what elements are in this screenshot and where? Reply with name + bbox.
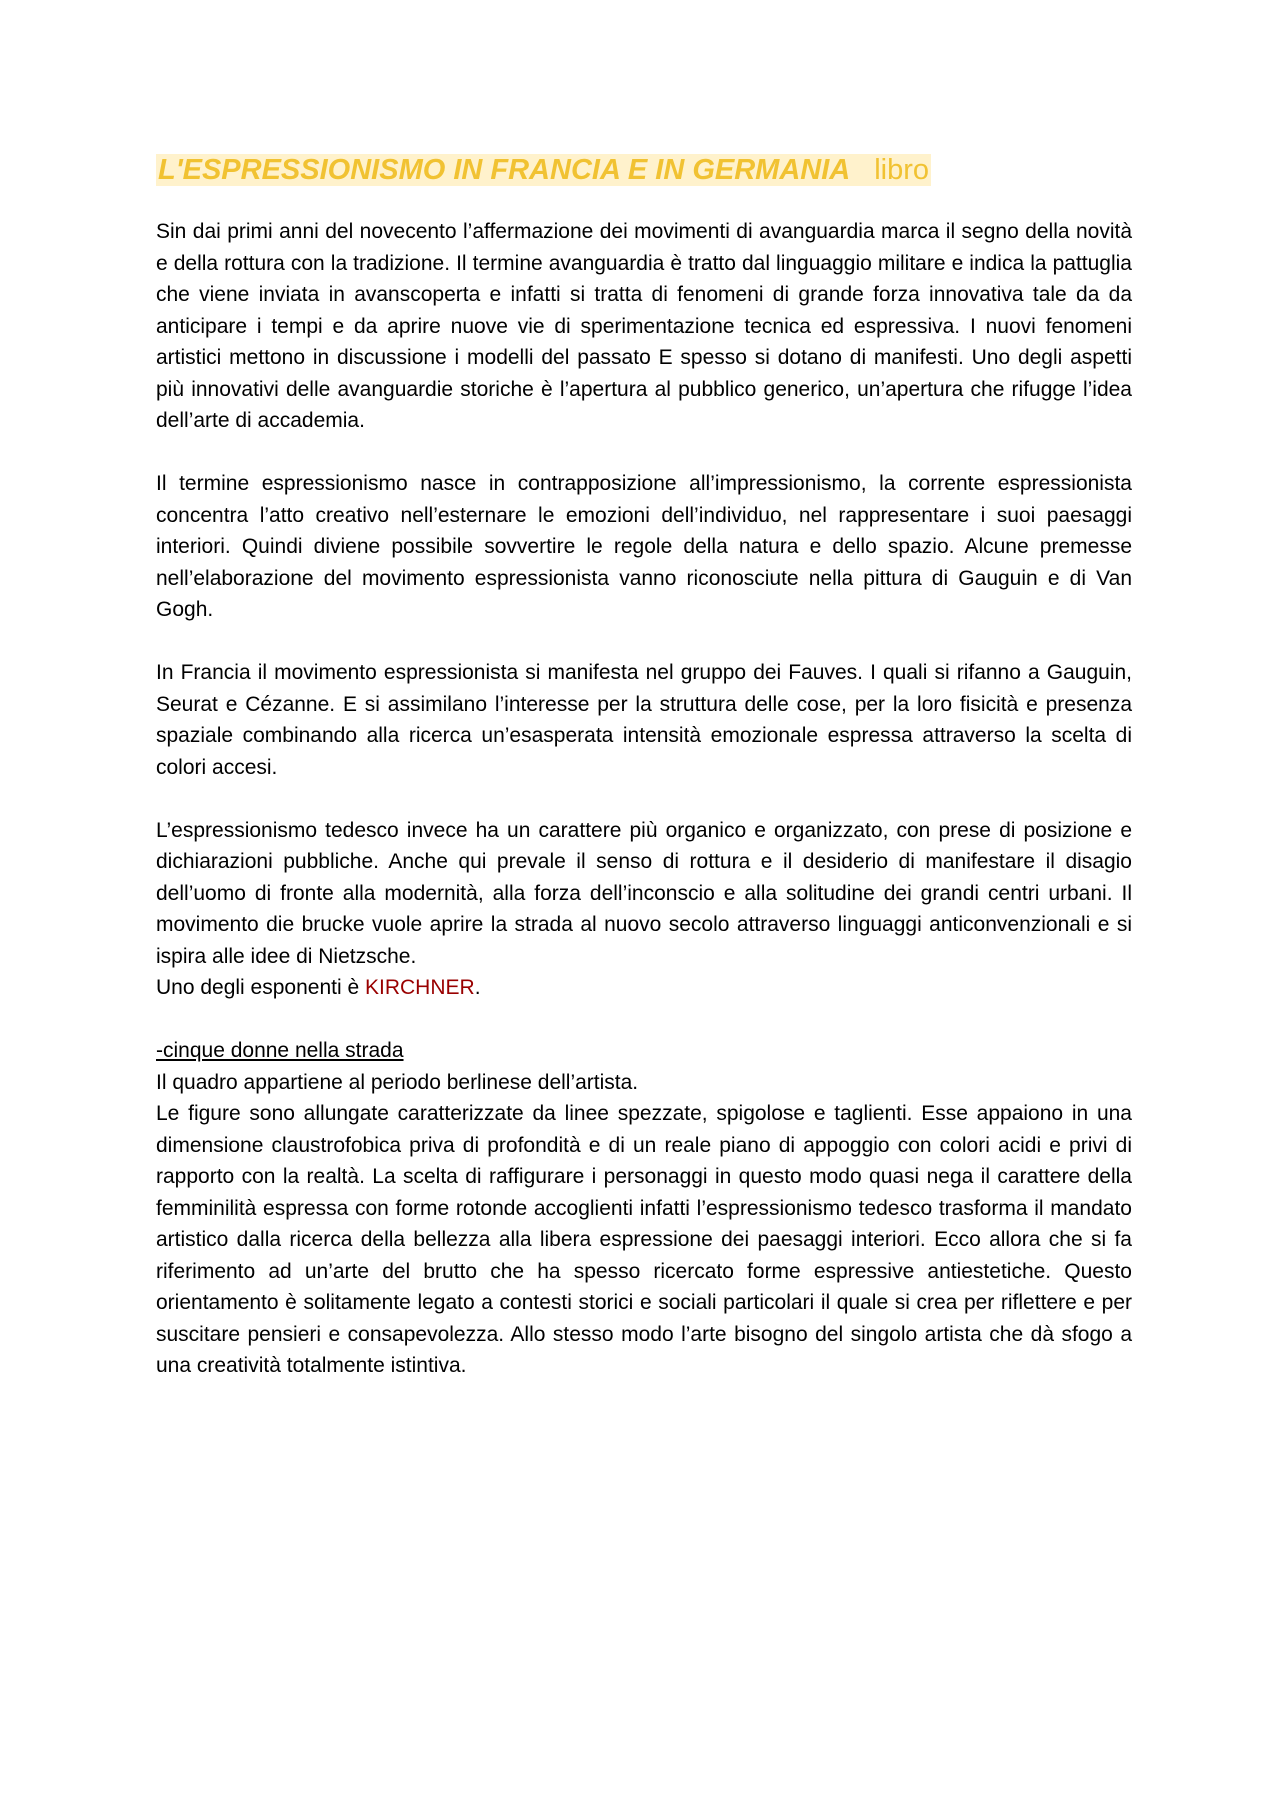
paragraph-spacer xyxy=(156,783,1132,815)
paragraph-spacer xyxy=(156,1004,1132,1036)
artwork-heading: -cinque donne nella strada xyxy=(156,1039,404,1062)
document-title xyxy=(156,150,1132,190)
paragraph-francia: In Francia il movimento espressionista si manifesta nel gruppo dei Fauves. I quali si rifanno a Gauguin, Seurat e Cézanne. E si assimilano l’interesse per la struttura delle cose, per la loro fisicità e presenza spaziale combinando alla ricerca un’esasperata intensità emozionale espressa attraverso la scelta di colori accesi. xyxy=(156,661,1132,779)
artwork-intro: Il quadro appartiene al periodo berlinese dell’artista. xyxy=(156,1070,639,1094)
title-highlight xyxy=(156,154,931,186)
exponent-suffix: . xyxy=(474,976,481,999)
paragraph-spacer xyxy=(156,626,1132,658)
paragraph-espressionismo: Il termine espressionismo nasce in contrapposizione all’impressionismo, la corrente espressionista concentra l’atto creativo nell’esternare le emozioni dell’individuo, nel rappresentare i suoi paesaggi interiori. Quindi diviene possibile sovvertire le regole della natura e dello spazio. Alcune premesse nell’elaborazione del movimento espressionista vanno riconosciute nella pittura di Gauguin e di Van Gogh. xyxy=(156,472,1132,621)
artist-name-kirchner: KIRCHNER xyxy=(365,976,475,999)
exponent-line xyxy=(156,972,1132,1004)
document-page xyxy=(156,150,1132,1382)
paragraph-spacer xyxy=(156,437,1132,469)
paragraph-germania: L’espressionismo tedesco invece ha un carattere più organico e organizzato, con prese di posizione e dichiarazioni pubbliche. Anche qui prevale il senso di rottura e il desiderio di manifestare il disagio dell’uomo di fronte alla modernità, alla forza dell’inconscio e alla solitudine dei grandi centri urbani. Il movimento die brucke vuole aprire la strada al nuovo secolo attraverso linguaggi anticonvenzionali e si ispira alle idee di Nietzsche. xyxy=(156,818,1132,968)
title-tag: libro xyxy=(874,154,930,186)
title-main-text: L'ESPRESSIONISMO IN FRANCIA E IN GERMANIA xyxy=(158,154,851,186)
exponent-prefix: Uno degli esponenti è xyxy=(156,976,365,999)
artwork-description: Le figure sono allungate caratterizzate da linee spezzate, spigolose e taglienti. Esse appaiono in una dimensione claustrofobica priva di profondità e di un reale piano di appoggio con colori acidi e privi di rapporto con la realtà. La scelta di raffigurare i personaggi in questo modo quasi nega il carattere della femminilità espressa con forme rotonde accoglienti infatti l’espressionismo tedesco trasforma il mandato artistico dalla ricerca della bellezza alla libera espressione dei paesaggi interiori. Ecco allora che si fa riferimento ad un’arte del brutto che ha spesso ricercato forme espressive antiestetiche. Questo orientamento è solitamente legato a contesti storici e sociali particolari il quale si crea per riflettere e per suscitare pensieri e consapevolezza. Allo stesso modo l’arte bisogno del singolo artista che dà sfogo a una creatività totalmente istintiva. xyxy=(156,1102,1132,1377)
paragraph-avanguardie: Sin dai primi anni del novecento l’affermazione dei movimenti di avanguardia marca il segno della novità e della rottura con la tradizione. Il termine avanguardia è tratto dal linguaggio militare e indica la pattuglia che viene inviata in avanscoperta e infatti si tratta di fenomeni di grande forza innovativa tale da da anticipare i tempi e da aprire nuove vie di sperimentazione tecnica ed espressiva. I nuovi fenomeni artistici mettono in discussione i modelli del passato E spesso si dotano di manifesti. Uno degli aspetti più innovativi delle avanguardie storiche è l’apertura al pubblico generico, un’apertura che rifugge l’idea dell’arte di accademia. xyxy=(156,220,1132,432)
